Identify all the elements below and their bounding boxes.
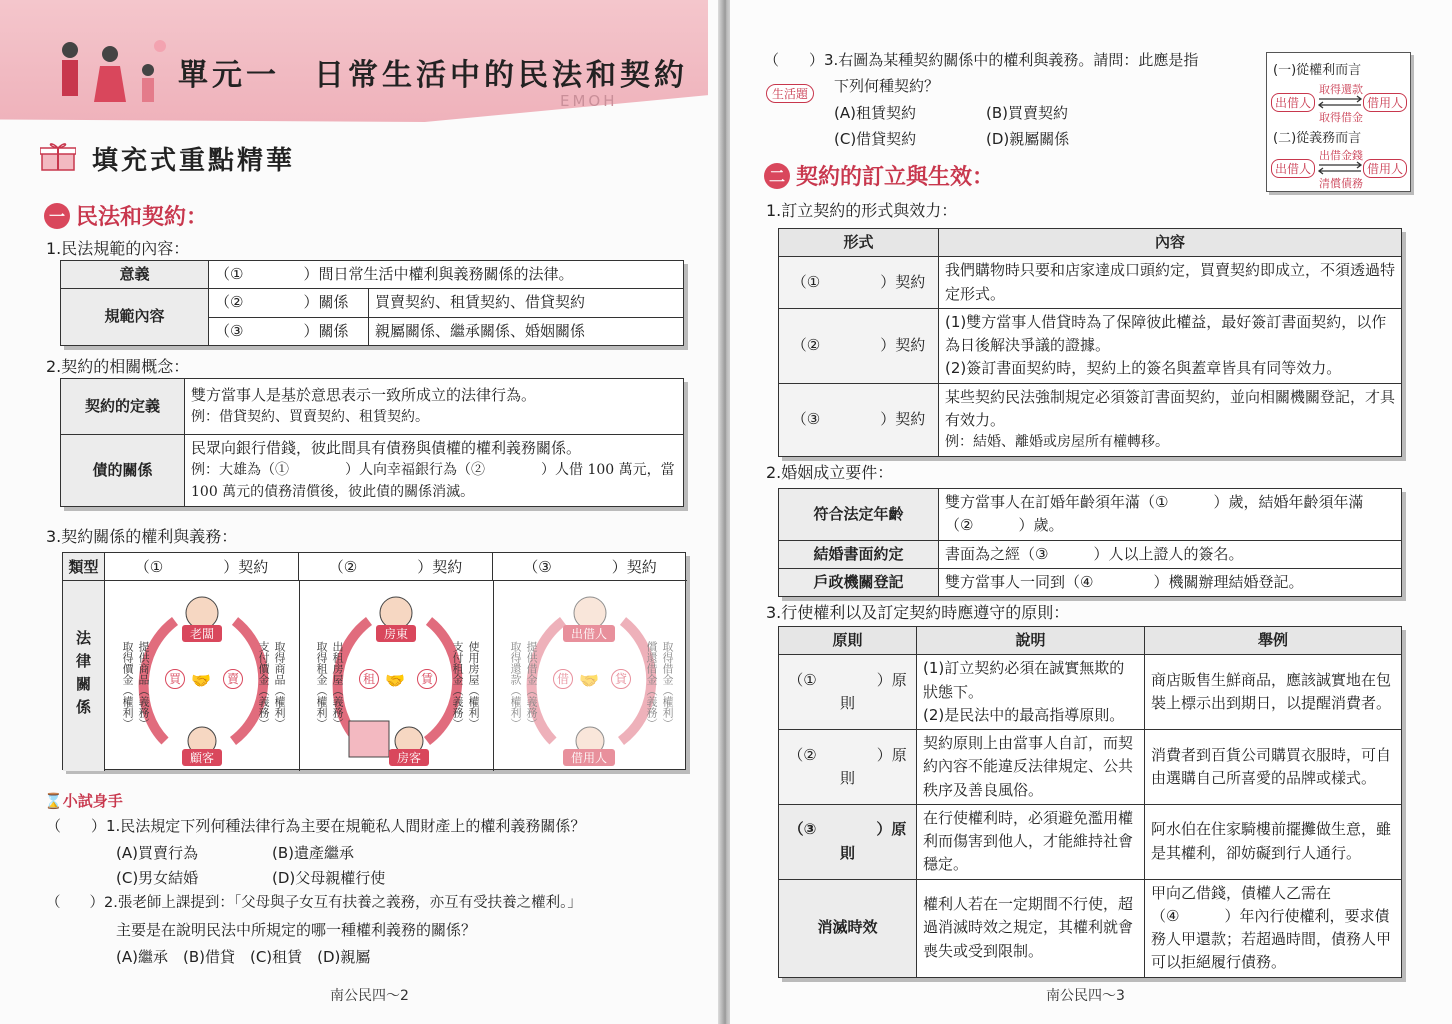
page-number-left: 南公民四～2 <box>330 988 409 1004</box>
debt-label: 債的關係 <box>61 435 185 507</box>
arrow-label: 支付租金（義務） <box>451 641 464 729</box>
double-arrow-icon <box>1317 161 1363 175</box>
quiz-question-3: （ ）3.右圖為某種契約關係中的權利與義務。請問：此應是指 <box>764 51 1199 69</box>
s3-label: 3.行使權利以及訂定契約時應遵守的原則： <box>766 603 1070 622</box>
row-text: (1)訂立契約必須在誠實無欺的狀態下。 <box>923 659 1125 701</box>
q2-label: 2.契約的相關概念： <box>46 357 190 376</box>
col-header: 原則 <box>779 627 917 655</box>
tag-right: 賃 <box>417 669 437 689</box>
role-bottom: 顧客 <box>182 749 222 766</box>
row-text: 雙方當事人一同到（④ ）機關辦理結婚登記。 <box>939 568 1402 596</box>
debt-text: 民眾向銀行借錢，彼此間具有債務與債權的權利義務關係。 <box>191 439 582 457</box>
row-example: 阿水伯在住家騎樓前擺攤做生意，雖是其權利，卻妨礙到行人通行。 <box>1145 804 1402 879</box>
row-text: 我們購物時只要和店家達成口頭約定，買賣契約即成立，不須透過特定形式。 <box>939 257 1402 309</box>
civil-law-table <box>60 260 684 346</box>
s2-label: 2.婚姻成立要件： <box>766 463 894 482</box>
row-example: 例：結婚、離婚或房屋所有權轉移。 <box>945 434 1169 450</box>
handshake-icon: 🤝 <box>191 671 211 690</box>
contract-relations-table <box>62 552 686 770</box>
row-label: 規範內容 <box>61 289 209 346</box>
row-label: 符合法定年齡 <box>779 489 939 541</box>
main-heading: 填充式重點精華 <box>92 140 295 177</box>
s1-label: 1.訂立契約的形式與效力： <box>766 201 958 220</box>
figure-arrow-label: 取得還款 <box>1319 83 1363 96</box>
quiz-1-option-a[interactable]: (A)買賣行為 <box>116 844 198 862</box>
tag-left: 買 <box>165 669 185 689</box>
def-text: 雙方當事人是基於意思表示一致所成立的法律行為。 <box>191 386 537 405</box>
row-label: （③ ）契約 <box>779 383 939 456</box>
left-page <box>0 0 722 1024</box>
row-text: （① ）間日常生活中權利與義務關係的法律。 <box>209 261 684 289</box>
row-text: 某些契約民法強制規定必須簽訂書面契約，並向相關機關登記，才具有效力。 <box>945 387 1396 429</box>
figure-arrow-label: 出借金錢 <box>1319 149 1363 162</box>
role-bottom: 借用人 <box>563 749 615 766</box>
row-label: （③ ）原則 <box>779 804 917 879</box>
row-example: 商店販售生鮮商品，應該誠實地在包裝上標示出到期日，以提醒消費者。 <box>1145 655 1402 730</box>
law-label: 法律關係 <box>63 581 105 771</box>
handshake-icon: 🤝 <box>579 671 599 690</box>
quiz-1-option-b[interactable]: (B)遺產繼承 <box>272 844 354 862</box>
quiz-title: ⌛小試身手 <box>44 792 123 810</box>
row-detail: 親屬關係、繼承關係、婚姻關係 <box>369 317 684 345</box>
arrow-label: 取得商品（權利） <box>273 641 286 729</box>
figure-title-1: (一)從權利而言 <box>1273 63 1362 78</box>
row-text: (1)雙方當事人借貸時為了保障彼此權益，最好簽訂書面契約，以作為日後解決爭議的證據。 <box>945 312 1387 354</box>
row-text: 書面為之經（③ ）人以上證人的簽名。 <box>939 540 1402 568</box>
arrow-label: 取得租金（權利） <box>315 641 328 729</box>
page-number-right: 南公民四～3 <box>1046 988 1125 1004</box>
figure-arrow-label: 清償債務 <box>1319 177 1363 190</box>
tag-right: 貸 <box>611 669 631 689</box>
row-text: （③ ）關係 <box>209 317 369 345</box>
quiz-3-option-a[interactable]: (A)租賃契約 <box>834 104 916 122</box>
col-header-3: （③ ）契約 <box>493 553 687 581</box>
row-text: (2)是民法中的最高指導原則。 <box>923 705 1125 724</box>
row-label: 戶政機關登記 <box>779 568 939 596</box>
arrow-label: 取得還款（權利） <box>509 641 522 729</box>
loan-contract-diagram <box>493 581 687 771</box>
quiz-question-1: （ ）1.民法規定下列何種法律行為主要在規範私人間財產上的權利義務關係？ <box>46 817 586 835</box>
type-label: 類型 <box>63 553 105 581</box>
figure-title-2: (二)從義務而言 <box>1273 131 1362 146</box>
gift-icon <box>40 140 76 172</box>
double-arrow-icon <box>1317 95 1363 109</box>
contract-concept-table <box>60 378 684 507</box>
col-header: 形式 <box>779 229 939 257</box>
section-two-heading: 二 契約的訂立與生效： <box>764 160 994 191</box>
role-top: 房東 <box>376 625 416 642</box>
family-illustration-icon <box>48 36 168 120</box>
debt-example: 例：大雄為（① ）人向幸福銀行為（② ）人借 100 萬元，當 100 萬元的債務清償後，彼此債的關係消滅。 <box>191 462 675 500</box>
quiz-1-option-c[interactable]: (C)男女結婚 <box>116 869 199 887</box>
row-text: （② ）關係 <box>209 289 369 317</box>
row-text: 權利人若在一定期間不行使，超過消滅時效之規定，其權利就會喪失或受到限制。 <box>917 879 1145 977</box>
unit-title: 單元一 日常生活中的民法和契約 <box>178 58 688 93</box>
q3-label: 3.契約關係的權利與義務： <box>46 527 238 546</box>
arrow-label: 取得價金（權利） <box>121 641 134 729</box>
figure-arrow-label: 取得借金 <box>1319 111 1363 124</box>
col-header: 內容 <box>939 229 1402 257</box>
rights-obligations-figure <box>1266 52 1411 192</box>
lease-contract-diagram <box>299 581 493 771</box>
col-header: 說明 <box>917 627 1145 655</box>
quiz-3-option-c[interactable]: (C)借貸契約 <box>834 130 917 148</box>
arrow-label: 提供商品（義務） <box>137 641 150 729</box>
quiz-question-3-cont: 下列何種契約？ <box>834 77 940 95</box>
banner-subtext: EMOH <box>560 92 618 110</box>
row-text: 雙方當事人在訂婚年齡須年滿（① ）歲，結婚年齡須年滿（② ）歲。 <box>939 489 1402 541</box>
tag-left: 租 <box>359 669 379 689</box>
row-detail: 買賣契約、租賃契約、借貸契約 <box>369 289 684 317</box>
row-text: (2)簽訂書面契約時，契約上的簽名與蓋章皆具有同等效力。 <box>945 359 1342 378</box>
arrow-label: 支付價金（義務） <box>257 641 270 729</box>
quiz-3-option-d[interactable]: (D)親屬關係 <box>986 130 1070 148</box>
row-label: （① ）契約 <box>779 257 939 309</box>
arrow-label: 償還借金（義務） <box>645 641 658 729</box>
q1-label: 1.民法規範的內容： <box>46 239 190 258</box>
row-label: （② ）契約 <box>779 308 939 383</box>
row-text: 在行使權利時，必須避免濫用權利而傷害到他人，才能維持社會穩定。 <box>917 804 1145 879</box>
quiz-2-options[interactable]: (A)繼承 (B)借貸 (C)租賃 (D)親屬 <box>116 948 371 966</box>
row-example: 消費者到百貨公司購買衣服時，可自由選購自己所喜愛的品牌或樣式。 <box>1145 730 1402 805</box>
figure-borrower-2: 借用人 <box>1363 159 1407 178</box>
role-top: 老闆 <box>182 625 222 642</box>
life-question-tag: 生活題 <box>766 84 814 103</box>
row-label: （① ）原則 <box>779 655 917 730</box>
figure-lender-2: 出借人 <box>1271 159 1315 178</box>
row-label: 結婚書面約定 <box>779 540 939 568</box>
role-bottom: 房客 <box>389 749 429 766</box>
marriage-requirements-table <box>778 488 1402 597</box>
def-example: 例：借貸契約、買賣契約、租賃契約。 <box>191 409 429 426</box>
row-label: 消滅時效 <box>779 879 917 977</box>
row-label: 意義 <box>61 261 209 289</box>
row-text: 契約原則上由當事人自訂，而契約內容不能違反法律規定、公共秩序及善良風俗。 <box>917 730 1145 805</box>
def-label: 契約的定義 <box>61 379 185 435</box>
contract-form-table <box>778 228 1402 457</box>
col-header: 舉例 <box>1145 627 1402 655</box>
tag-right: 賣 <box>223 669 243 689</box>
row-label: （② ）原則 <box>779 730 917 805</box>
section-one-heading: 一 民法和契約： <box>44 200 208 231</box>
col-header-1: （① ）契約 <box>105 553 299 581</box>
figure-lender-1: 出借人 <box>1271 93 1315 112</box>
quiz-1-option-d[interactable]: (D)父母親權行使 <box>272 869 386 887</box>
row-example: 甲向乙借錢，債權人乙需在（④ ）年內行使權利，要求債務人甲還款；若超過時間，債務人甲可以拒絕履行債務。 <box>1145 879 1402 977</box>
quiz-question-2: （ ）2.張老師上課提到：「父母與子女互有扶養之義務，亦互有受扶養之權利。」 <box>46 895 582 911</box>
handshake-icon: 🤝 <box>385 671 405 690</box>
arrow-label: 取得借金（權利） <box>661 641 674 729</box>
col-header-2: （② ）契約 <box>299 553 493 581</box>
principles-table <box>778 626 1402 978</box>
arrow-label: 出租房屋（義務） <box>331 641 344 729</box>
arrow-label: 提供借金（義務） <box>525 641 538 729</box>
arrow-label: 使用房屋（權利） <box>467 641 480 729</box>
role-top: 出借人 <box>563 625 615 642</box>
quiz-question-2-cont: 主要是在說明民法中所規定的哪一種權利義務的關係？ <box>116 921 477 939</box>
figure-borrower-1: 借用人 <box>1363 93 1407 112</box>
tag-left: 借 <box>553 669 573 689</box>
sale-contract-diagram <box>105 581 299 771</box>
quiz-3-option-b[interactable]: (B)買賣契約 <box>986 104 1068 122</box>
